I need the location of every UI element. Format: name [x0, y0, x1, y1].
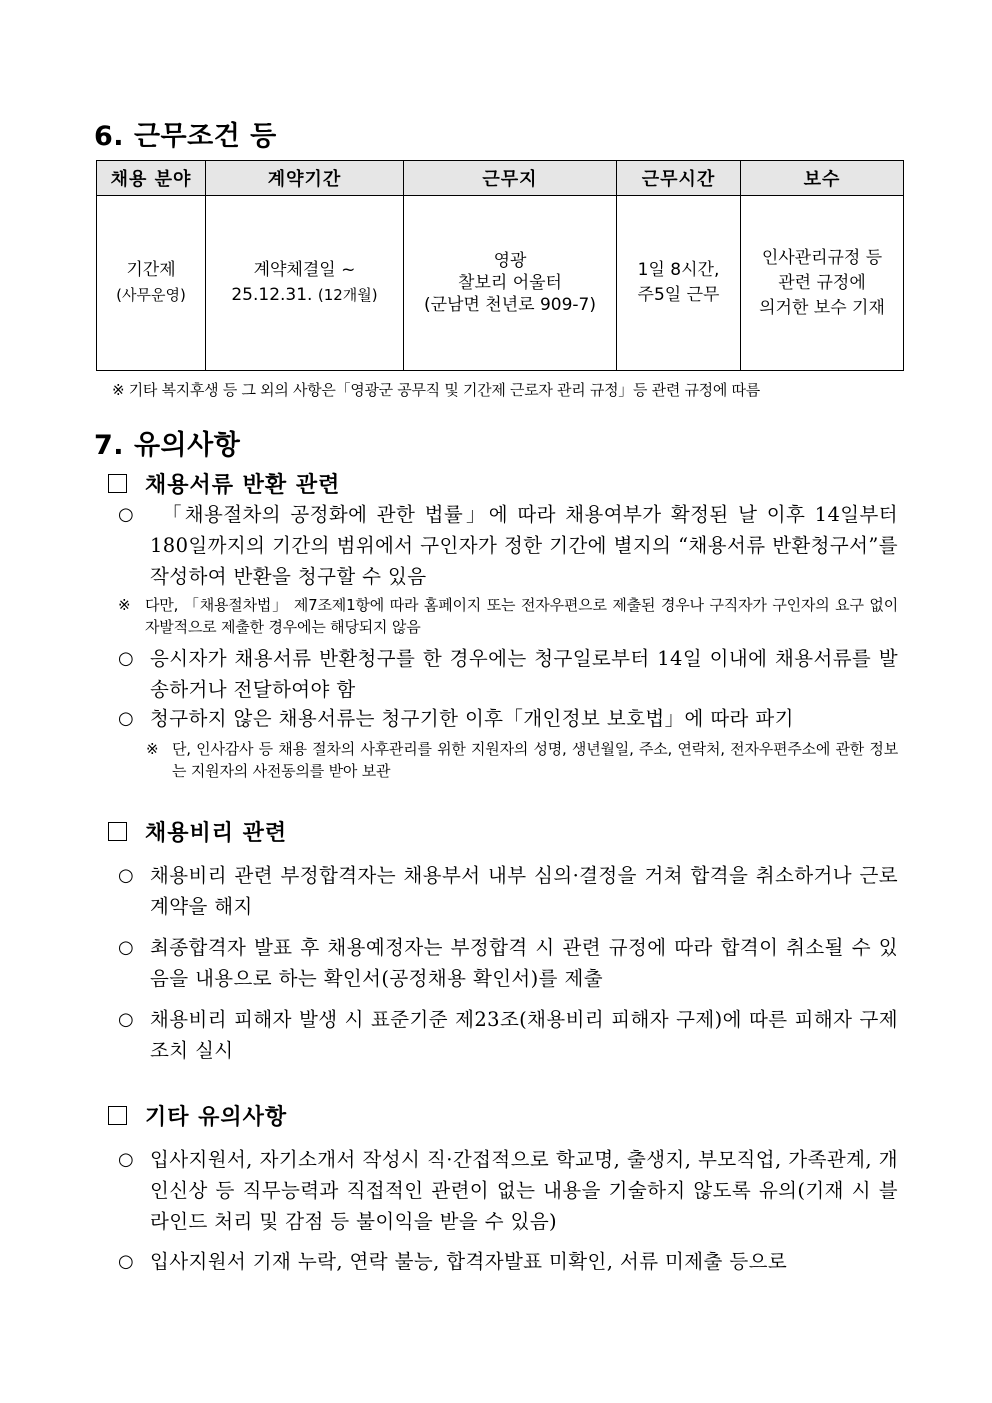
- table-row: [97, 196, 904, 371]
- circle-bullet-icon: ○: [118, 504, 135, 525]
- subsection-title: 채용서류 반환 관련: [108, 468, 340, 499]
- location-line1: 영광: [493, 251, 527, 271]
- pay-line3: 의거한 보수 기재: [759, 297, 885, 318]
- list-note: [146, 738, 898, 782]
- header-hours: 근무시간: [617, 161, 741, 196]
- period-sub: (12개월): [317, 286, 378, 304]
- cell-period: [206, 196, 404, 371]
- item-text: 「채용절차의 공정화에 관한 법률」에 따라 채용여부가 확정된 날 이후 14일부터 180일까지의 기간의 범위에서 구인자가 정한 기간에 별지의 “채용서류 반환청구서”를 작성하여 반환을 청구할 수 있음: [150, 503, 898, 588]
- subsection-title: 채용비리 관련: [108, 816, 287, 847]
- location-line3: (군남면 천년로 909-7): [423, 295, 596, 315]
- reference-mark-icon: ※: [146, 740, 159, 758]
- note-text: 다만, 「채용절차법」 제7조제1항에 따라 홈페이지 또는 전자우편으로 제출된 경우나 구직자가 구인자의 요구 없이 자발적으로 제출한 경우에는 해당되지 않음: [145, 596, 898, 636]
- cell-field: [97, 196, 206, 371]
- cell-pay: [741, 196, 904, 371]
- circle-bullet-icon: ○: [118, 1009, 135, 1030]
- checkbox-square-icon: [108, 1106, 127, 1125]
- field-sub: (사무운영): [116, 286, 186, 304]
- item-text: 채용비리 관련 부정합격자는 채용부서 내부 심의·결정을 거쳐 합격을 취소하거나 근로계약을 해지: [150, 864, 898, 918]
- item-text: 응시자가 채용서류 반환청구를 한 경우에는 청구일로부터 14일 이내에 채용서류를 발송하거나 전달하여야 함: [150, 647, 898, 701]
- note-text: 단, 인사감사 등 채용 절차의 사후관리를 위한 지원자의 성명, 생년월일, 주소, 연락처, 전자우편주소에 관한 정보는 지원자의 사전동의를 받아 보관: [172, 740, 898, 780]
- table-footnote: ※ 기타 복지후생 등 그 외의 사항은「영광군 공무직 및 기간제 근로자 관리 규정」등 관련 규정에 따름: [112, 381, 760, 399]
- field-main: 기간제: [126, 260, 176, 280]
- hours-line1: 1일 8시간,: [637, 260, 720, 280]
- item-text: 최종합격자 발표 후 채용예정자는 부정합격 시 관련 규정에 따라 합격이 취소될 수 있음을 내용으로 하는 확인서(공정채용 확인서)를 제출: [150, 936, 898, 990]
- list-note: [118, 594, 898, 638]
- list-item: [118, 703, 898, 734]
- period-line1: 계약체결일 ~: [253, 260, 356, 280]
- header-location: 근무지: [404, 161, 617, 196]
- item-text: 청구하지 않은 채용서류는 청구기한 이후「개인정보 보호법」에 따라 파기: [150, 707, 794, 730]
- circle-bullet-icon: ○: [118, 937, 135, 958]
- item-text: 채용비리 피해자 발생 시 표준기준 제23조(채용비리 피해자 구제)에 따른 피해자 구제 조치 실시: [150, 1008, 898, 1062]
- subsection-title: 기타 유의사항: [108, 1100, 287, 1131]
- pay-line1: 인사관리규정 등: [761, 247, 883, 268]
- header-period: 계약기간: [206, 161, 404, 196]
- section-7-title: 7. 유의사항: [94, 430, 241, 461]
- hours-line2: 주5일 근무: [637, 285, 720, 305]
- circle-bullet-icon: ○: [118, 648, 135, 669]
- header-field: 채용 분야: [97, 161, 206, 196]
- list-item: [118, 1246, 898, 1277]
- item-text: 입사지원서, 자기소개서 작성시 직·간접적으로 학교명, 출생지, 부모직업, 가족관계, 개인신상 등 직무능력과 직접적인 관련이 없는 내용을 기술하지 않도록 유의(기재 시 블라인드 처리 및 감점 등 불이익을 받을 수 있음): [150, 1148, 898, 1233]
- circle-bullet-icon: ○: [118, 708, 135, 729]
- checkbox-square-icon: [108, 822, 127, 841]
- circle-bullet-icon: ○: [118, 1251, 135, 1272]
- circle-bullet-icon: ○: [118, 865, 135, 886]
- section-6-title: 6. 근무조건 등: [94, 121, 277, 152]
- item-text: 입사지원서 기재 누락, 연락 불능, 합격자발표 미확인, 서류 미제출 등으로: [150, 1250, 788, 1273]
- list-item: [118, 499, 898, 592]
- reference-mark-icon: ※: [118, 596, 131, 614]
- list-item: [118, 1004, 898, 1066]
- cell-location: [404, 196, 617, 371]
- list-item: [118, 1144, 898, 1237]
- list-item: [118, 643, 898, 705]
- location-line2: 찰보리 어울터: [458, 273, 562, 293]
- header-pay: 보수: [741, 161, 904, 196]
- period-line2: 25.12.31.: [231, 285, 313, 305]
- checkbox-square-icon: [108, 474, 127, 493]
- table-header-row: [97, 161, 904, 196]
- circle-bullet-icon: ○: [118, 1149, 135, 1170]
- list-item: [118, 932, 898, 994]
- cell-hours: [617, 196, 741, 371]
- pay-line2: 관련 규정에: [778, 272, 866, 293]
- list-item: [118, 860, 898, 922]
- work-conditions-table: [96, 160, 904, 371]
